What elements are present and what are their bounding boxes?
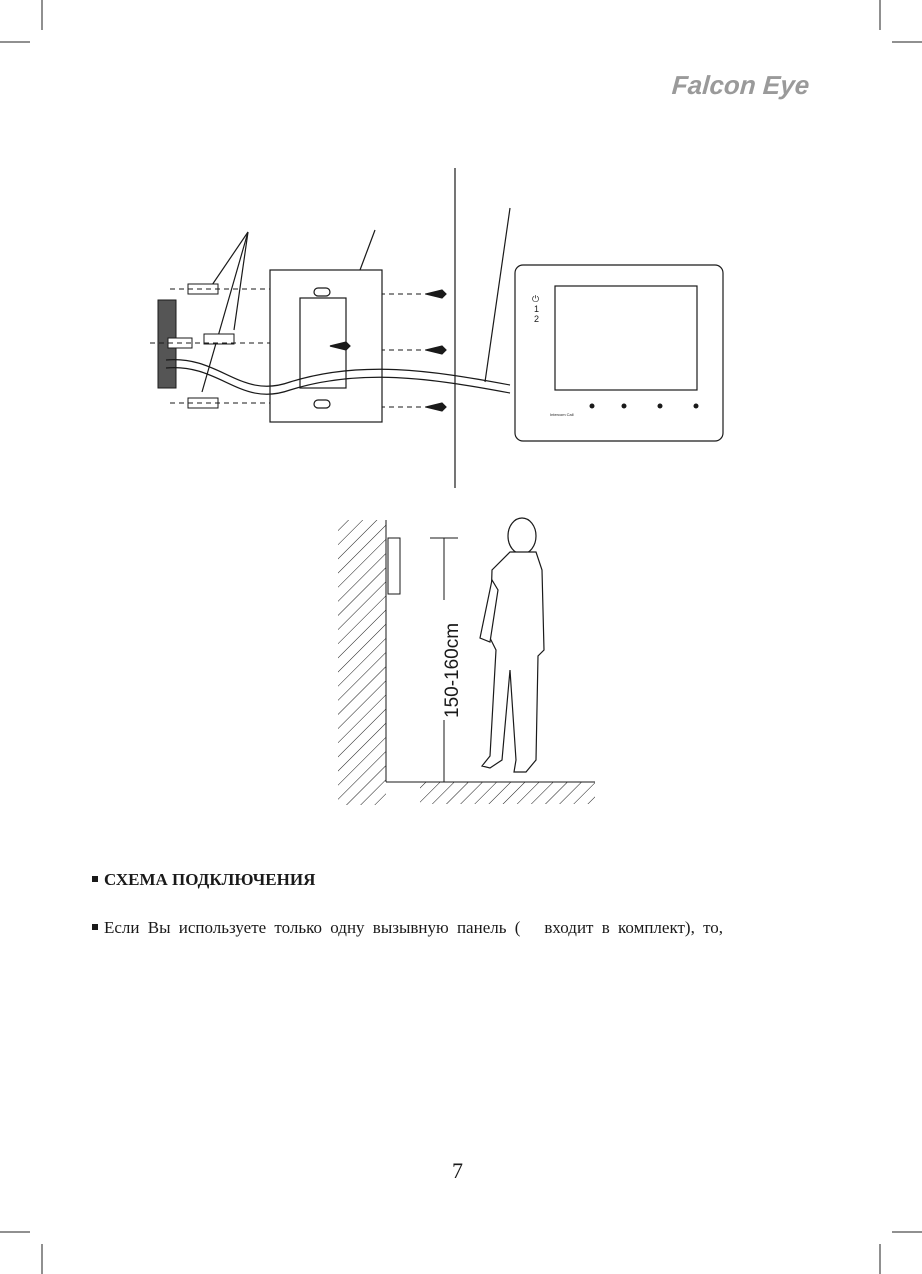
paragraph-part-2: входит в комплект), то,: [544, 918, 724, 937]
monitor-indicator-power: ⏻: [532, 294, 540, 304]
monitor-indicator-1: 1: [534, 304, 540, 314]
brand-logo: Falcon Eye: [670, 70, 811, 100]
monitor-indicator-2: 2: [534, 314, 540, 324]
height-label: 150-160cm: [442, 622, 463, 718]
paragraph-bullet-icon: [92, 924, 98, 930]
wall-hatch: [338, 520, 386, 805]
wall-device: [388, 538, 400, 594]
monitor: [515, 265, 723, 441]
installation-diagram: [130, 160, 740, 490]
height-diagram: [330, 510, 600, 810]
person-figure: [480, 518, 544, 772]
monitor-button-caption: Intercom Call: [550, 412, 574, 417]
mounting-plate: [270, 270, 382, 422]
wall-anchors: [168, 284, 234, 408]
floor-hatch: [420, 782, 595, 804]
paragraph-part-1: Если Вы используете только одну вызывную панель (: [104, 918, 521, 937]
section-heading: [92, 870, 315, 890]
page-number: 7: [452, 1158, 463, 1183]
section-paragraph: [92, 918, 832, 938]
heading-bullet-icon: [92, 876, 98, 882]
section-heading-text: СХЕМА ПОДКЛЮЧЕНИЯ: [104, 870, 316, 889]
